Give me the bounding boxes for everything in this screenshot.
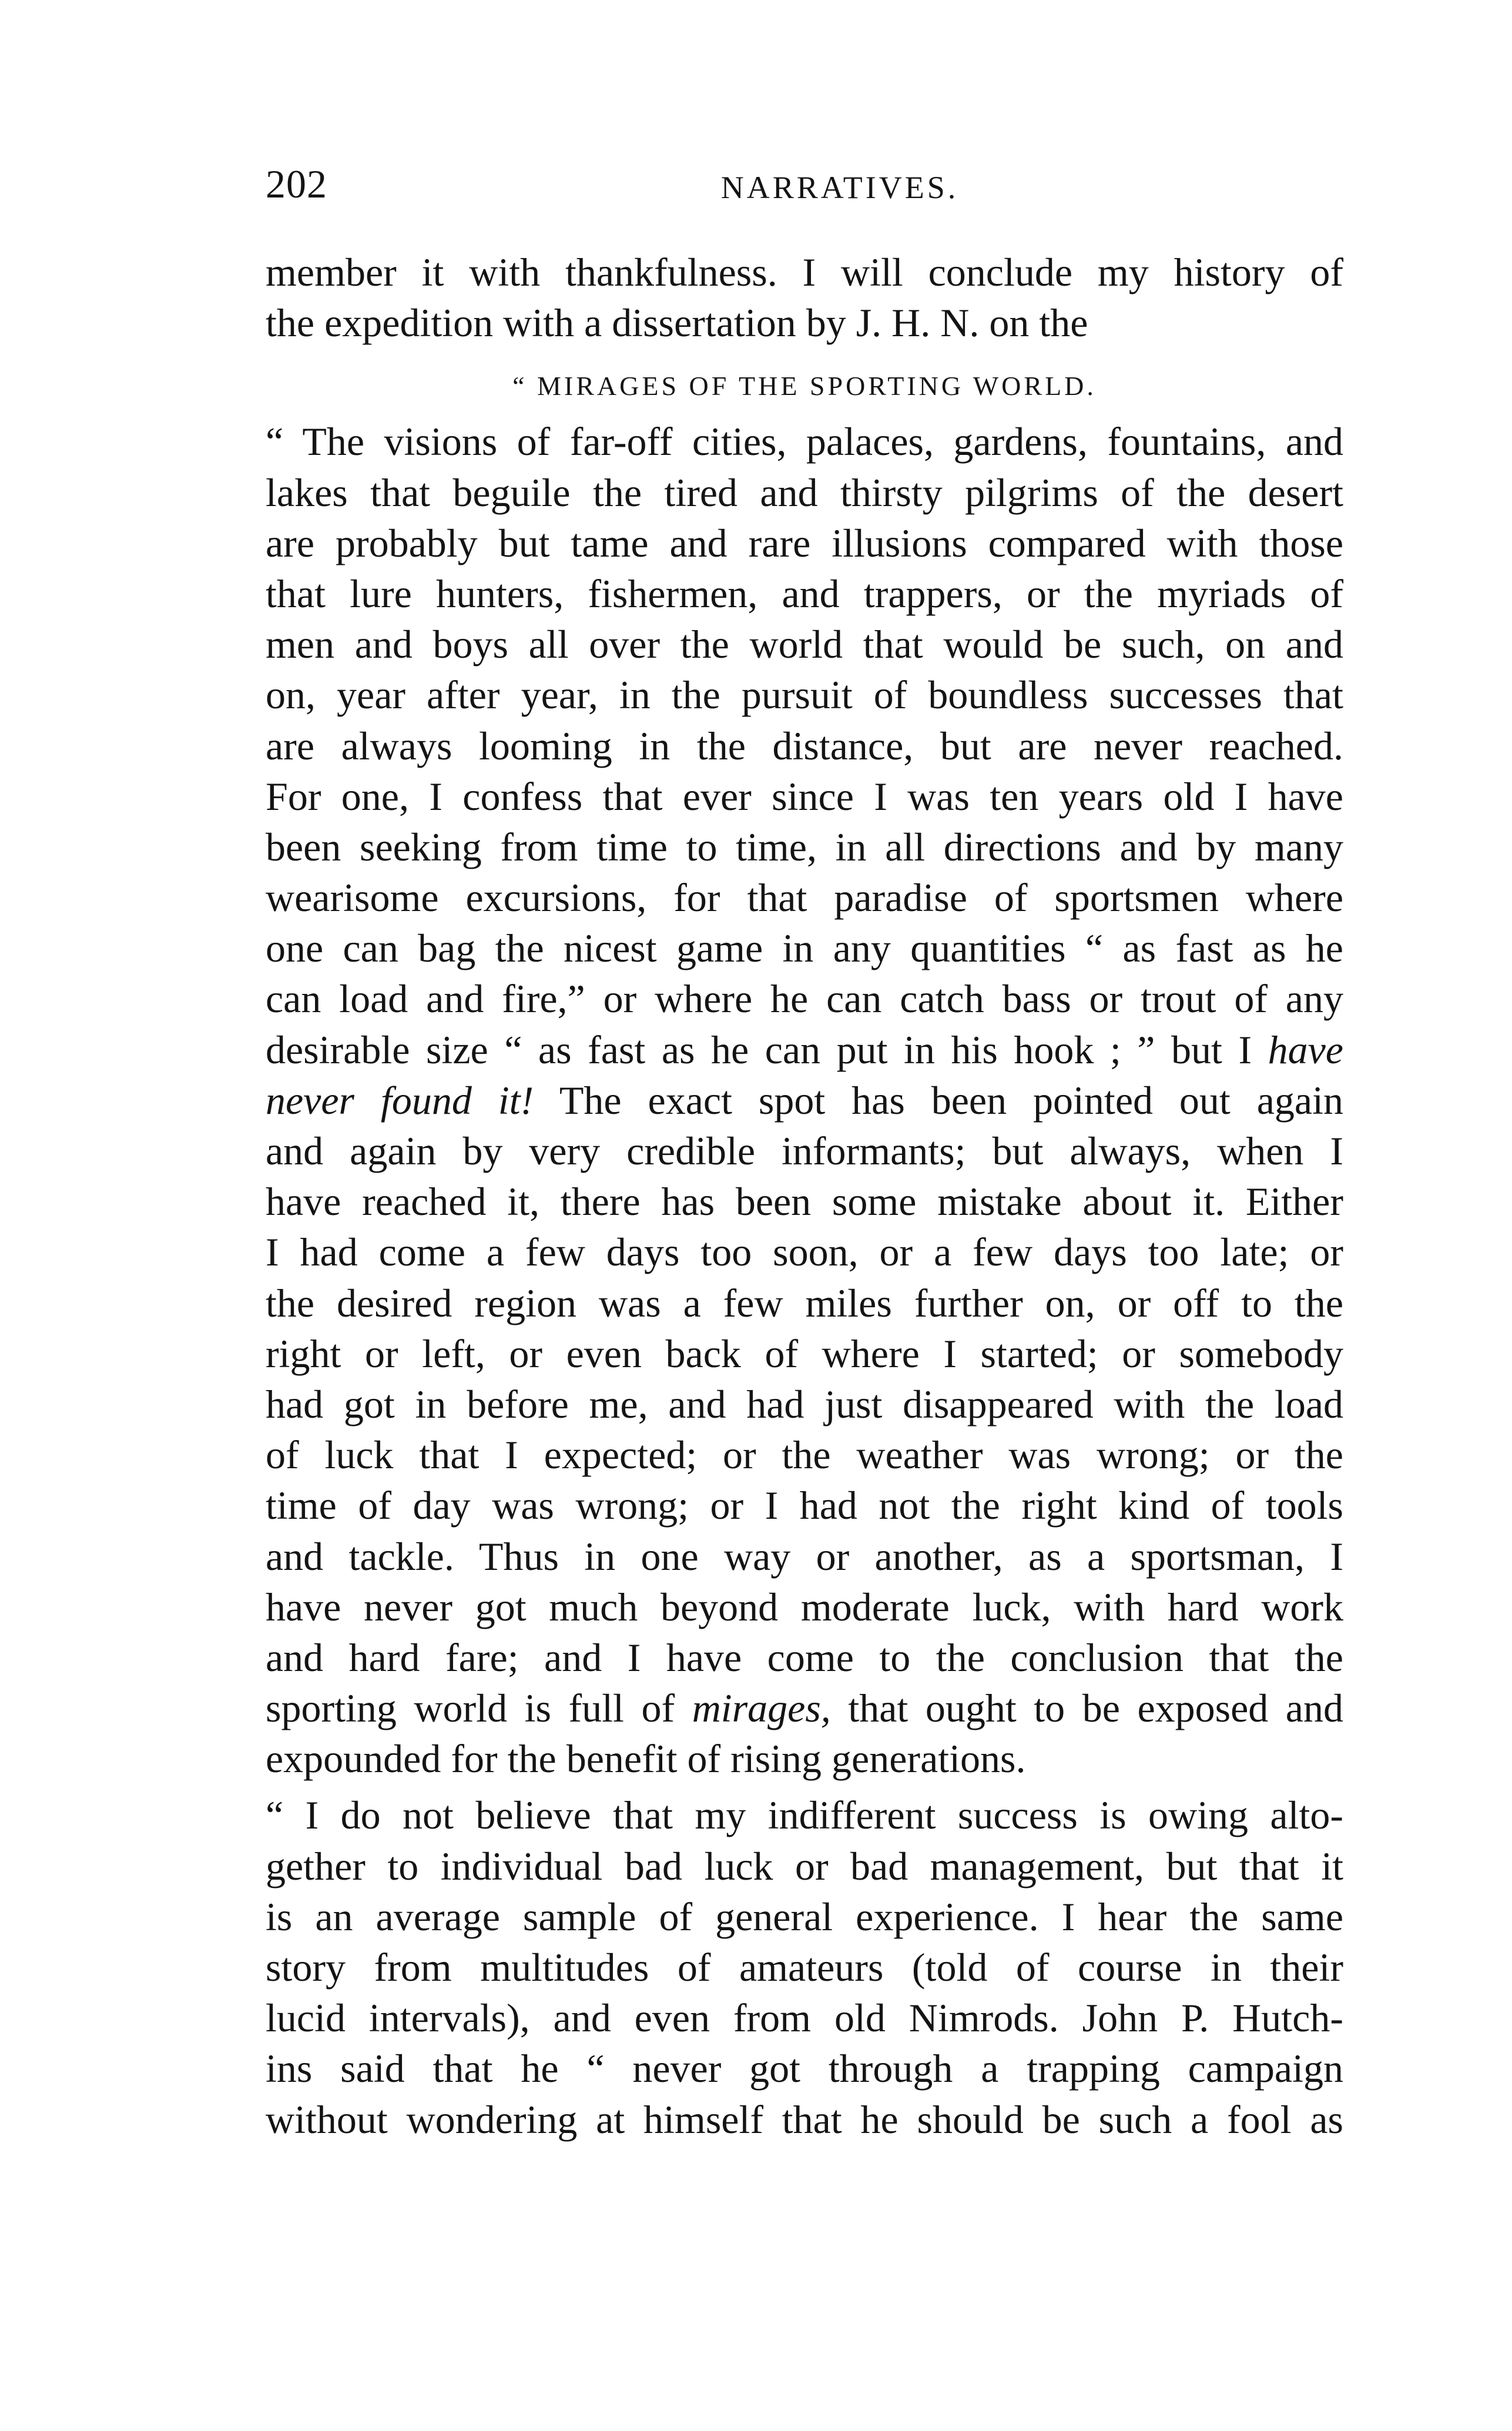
text-line: lucid intervals), and even from old Nimrods. John P. Hutch- (266, 1995, 1343, 2041)
text-line: are probably but tame and rare illusions compared with those (266, 520, 1343, 565)
text-line: gether to individual bad luck or bad management, but that it (266, 1843, 1343, 1888)
text-fragment: that ought to be exposed and (830, 1686, 1343, 1731)
italic-text: never found it! (266, 1077, 534, 1123)
text-line: “ The visions of far-off cities, palaces, gardens, fountains, and (266, 419, 1343, 464)
text-line: and hard fare; and I have come to the conclusion that the (266, 1635, 1343, 1680)
text-line-with-italic (266, 1683, 1343, 1733)
text-line: had got in before me, and had just disappeared with the load (266, 1381, 1343, 1427)
text-line-with-italic (266, 1024, 1343, 1075)
section-title: “ MIRAGES OF THE SPORTING WORLD. (512, 371, 1097, 401)
text-line: “ I do not believe that my indifferent success is owing alto- (266, 1793, 1343, 1838)
text-line: are always looming in the distance, but are never reached. (266, 723, 1343, 768)
text-line: of luck that I expected; or the weather was wrong; or the (266, 1432, 1343, 1478)
text-line: time of day was wrong; or I had not the right kind of tools (266, 1483, 1343, 1528)
body-text (266, 247, 1343, 2145)
text-line: I had come a few days too soon, or a few days too late; or (266, 1230, 1343, 1275)
italic-text: have (1268, 1027, 1343, 1072)
text-fragment: desirable size “ as fast as he can put in his hook ; ” but I (266, 1027, 1268, 1072)
text-line: have never got much beyond moderate luck, with hard work (266, 1584, 1343, 1629)
text-line: one can bag the nicest game in any quantities “ as fast as he (266, 926, 1343, 971)
text-line: right or left, or even back of where I started; or somebody (266, 1331, 1343, 1376)
text-line: have reached it, there has been some mistake about it. Either (266, 1179, 1343, 1224)
text-line: ins said that he “ never got through a trapping campaign (266, 2046, 1343, 2091)
text-line: lakes that beguile the tired and thirsty pilgrims of the desert (266, 470, 1343, 515)
page-number: 202 (266, 162, 327, 206)
text-line: is an average sample of general experience. I hear the same (266, 1894, 1343, 1939)
text-line: been seeking from time to time, in all directions and by many (266, 824, 1343, 869)
text-line: wearisome excursions, for that paradise of sportsmen where (266, 875, 1343, 920)
text-line: without wondering at himself that he should be such a fool as (266, 2097, 1343, 2142)
text-line: and again by very credible informants; but always, when I (266, 1129, 1343, 1173)
text-line: For one, I confess that ever since I was ten years old I have (266, 774, 1343, 819)
text-fragment: sporting world is full of (266, 1686, 692, 1731)
text-line: that lure hunters, fishermen, and trappers, or the myriads of (266, 571, 1343, 616)
text-fragment: The exact spot has been pointed out again (534, 1077, 1343, 1123)
text-line: can load and fire,” or where he can catch bass or trout of any (266, 976, 1343, 1022)
page-header (266, 158, 1343, 210)
text-line-with-italic (266, 1075, 1343, 1126)
text-line: on, year after year, in the pursuit of boundless successes that (266, 672, 1343, 718)
text-line: the expedition with a dissertation by J. H. N. on the (266, 300, 1088, 346)
running-head: NARRATIVES. (720, 170, 959, 205)
italic-text: mirages, (692, 1686, 831, 1731)
text-line: member it with thankfulness. I will conclude my history of (266, 250, 1343, 294)
text-line: men and boys all over the world that would be such, on and (266, 622, 1343, 667)
text-line: and tackle. Thus in one way or another, as a sportsman, I (266, 1533, 1343, 1579)
paragraph-gap (266, 1784, 1343, 1790)
text-line: expounded for the benefit of rising generations. (266, 1736, 1026, 1782)
text-line: the desired region was a few miles further on, or off to the (266, 1280, 1343, 1325)
text-line: story from multitudes of amateurs (told of course in their (266, 1945, 1343, 1990)
